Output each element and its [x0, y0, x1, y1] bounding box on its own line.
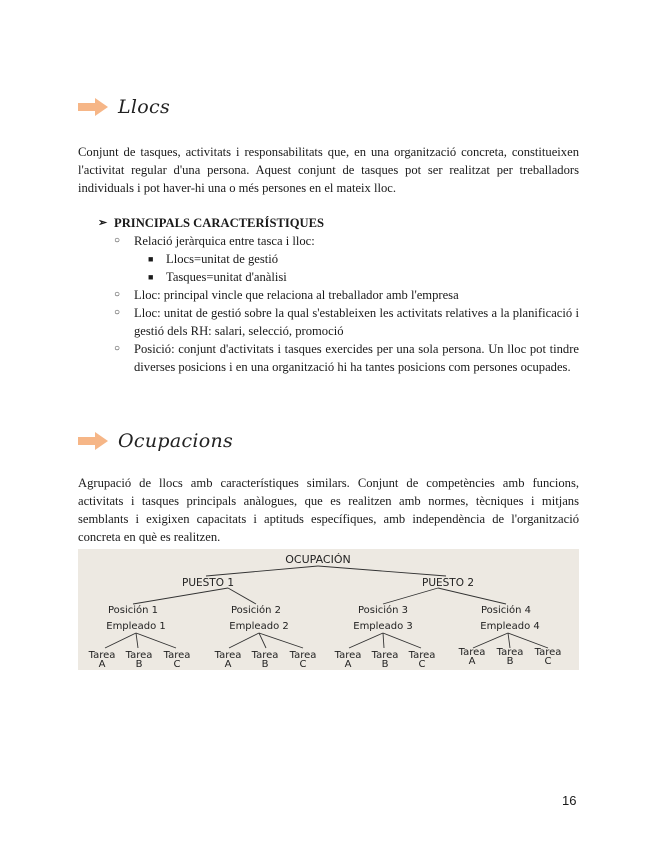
posicion-node: Posición 2 [230, 605, 282, 616]
tarea-label: Tarea [125, 650, 153, 661]
sub-list-item: ■ Tasques=unitat d'anàlisi [166, 268, 579, 286]
tarea-letter: C [299, 659, 307, 670]
sub-list [134, 250, 579, 286]
tarea-letter: A [468, 656, 476, 667]
posicion-node: Posición 3 [357, 605, 409, 616]
section-title: Llocs [118, 96, 171, 118]
principals-list [98, 214, 579, 376]
tarea-letter: B [261, 659, 269, 670]
puesto-node: PUESTO 2 [421, 577, 475, 589]
tarea-letter: A [344, 659, 352, 670]
tarea-letter: A [224, 659, 232, 670]
principals-title: PRINCIPALS CARACTERÍSTIQUES [114, 216, 325, 230]
tarea-letter: C [418, 659, 426, 670]
hierarchy-diagram [78, 549, 579, 670]
tarea-letter: B [506, 656, 514, 667]
tarea-group-3 [334, 650, 436, 670]
root-node: OCUPACIÓN [285, 553, 351, 566]
section-heading-llocs [78, 96, 170, 118]
tarea-group-1 [88, 650, 191, 670]
posicion-node: Posición 1 [107, 605, 159, 616]
tarea-label: Tarea [371, 650, 399, 661]
tarea-letter: B [135, 659, 143, 670]
tarea-group-4 [458, 647, 562, 667]
sub-list-item: ■ Llocs=unitat de gestió [166, 250, 579, 268]
list-item: ○ Lloc: principal vincle que relaciona al treballador amb l'empresa [134, 286, 579, 304]
arrow-right-icon [78, 432, 108, 450]
tarea-label: Tarea [214, 650, 242, 661]
section-paragraph: Conjunt de tasques, activitats i responsabilitats que, en una organització concreta, constitueixen l'activitat regular d'una persona. Aquest conjunt de tasques pot ser realitzat per treballadors individuals i pot haver-hi una o més persones en el mateix lloc. [78, 145, 579, 195]
section-title: Ocupacions [118, 430, 234, 452]
tarea-label: Tarea [458, 647, 486, 658]
tarea-label: Tarea [496, 647, 524, 658]
empleado-node: Empleado 2 [229, 621, 289, 632]
empleado-node: Empleado 1 [106, 621, 166, 632]
tarea-label: Tarea [289, 650, 317, 661]
arrow-right-icon [78, 98, 108, 116]
tarea-label: Tarea [88, 650, 116, 661]
tarea-letter: A [98, 659, 106, 670]
list-item [134, 232, 579, 286]
principals-heading [98, 214, 579, 232]
tarea-letter: B [381, 659, 389, 670]
list-item-text: Relació jeràrquica entre tasca i lloc: [134, 234, 315, 248]
tarea-letter: C [173, 659, 181, 670]
tarea-label: Tarea [408, 650, 436, 661]
list-item: ○ Lloc: unitat de gestió sobre la qual s'estableixen les activitats relatives a la planificació i gestió dels RH: salari, selecció, promoció [134, 304, 579, 340]
tarea-label: Tarea [334, 650, 362, 661]
tarea-group-2 [214, 650, 317, 670]
arrowhead-bullet-icon: ➢ [98, 217, 108, 229]
tarea-label: Tarea [163, 650, 191, 661]
characteristics-list [98, 232, 579, 376]
empleado-node: Empleado 4 [480, 621, 540, 632]
puesto-node: PUESTO 1 [181, 577, 235, 589]
page-number: 16 [562, 793, 577, 808]
tarea-label: Tarea [534, 647, 562, 658]
list-item: ○ Posició: conjunt d'activitats i tasques exercides per una sola persona. Un lloc pot tindre diverses posicions i en una organització hi ha tantes posicions com persones ocupades. [134, 340, 579, 376]
tarea-letter: C [544, 656, 552, 667]
hierarchy-diagram-svg [78, 549, 579, 670]
section-paragraph: Agrupació de llocs amb característiques similars. Conjunt de competències amb funcions, activitats i tasques principals anàlogues, que es realitzen amb normes, tècniques i mitjans semblants i exigixen capacitats i aptituds específiques, amb independència de l'organització concreta en què es realitzen. [78, 476, 579, 544]
empleado-node: Empleado 3 [353, 621, 413, 632]
section-heading-ocupacions [78, 430, 233, 452]
tarea-label: Tarea [251, 650, 279, 661]
posicion-node: Posición 4 [480, 605, 532, 616]
